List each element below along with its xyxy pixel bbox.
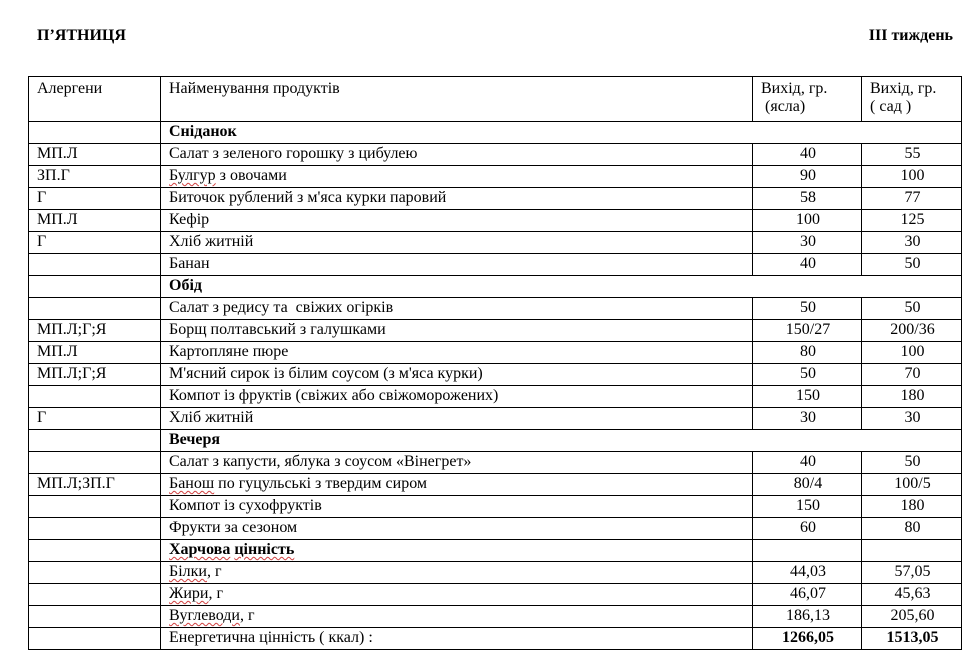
product-cell: Кефір: [161, 210, 753, 232]
product-cell: [161, 166, 753, 188]
header-yield-nursery-line1: Вихід, гр.: [761, 80, 828, 97]
product-cell: Салат з редису та свіжих огірків: [161, 298, 753, 320]
nursery-cell: 150: [753, 386, 862, 408]
nursery-cell: 150: [753, 496, 862, 518]
header-yield-kinder-line1: Вихід, гр.: [870, 80, 937, 97]
product-cell: Компот із фруктів (свіжих або свіжоморожених): [161, 386, 753, 408]
section-title-lunch: Обід: [161, 276, 962, 298]
energy-nursery: 1266,05: [753, 628, 862, 650]
product-cell: Хліб житній: [161, 408, 753, 430]
kinder-cell: 50: [862, 452, 962, 474]
nursery-cell: 46,07: [753, 584, 862, 606]
section-row-lunch: [29, 276, 962, 298]
table-row: [29, 232, 962, 254]
product-cell: [161, 474, 753, 496]
kinder-cell: 125: [862, 210, 962, 232]
nutrient-unit: , г: [206, 563, 222, 580]
table-row: [29, 386, 962, 408]
nursery-cell: 186,13: [753, 606, 862, 628]
section-row-nutrition: [29, 540, 962, 562]
kinder-cell: 57,05: [862, 562, 962, 584]
nutrient-unit: , г: [208, 585, 224, 602]
header-yield-kinder: [862, 77, 962, 122]
product-name-rest: з овочами: [215, 167, 287, 184]
nutrient-name: Білки: [169, 563, 207, 580]
section-row-dinner: [29, 430, 962, 452]
kinder-cell: 100/5: [862, 474, 962, 496]
nursery-cell: 60: [753, 518, 862, 540]
kinder-cell: 180: [862, 386, 962, 408]
table-header-row: [29, 77, 962, 122]
table-row: [29, 144, 962, 166]
table-row: [29, 210, 962, 232]
nursery-cell: 80: [753, 342, 862, 364]
table-row: [29, 320, 962, 342]
nutrient-name: Жири: [169, 585, 209, 602]
nursery-cell: 80/4: [753, 474, 862, 496]
section-title-nutrition: [161, 540, 753, 562]
product-cell: Борщ полтавський з галушками: [161, 320, 753, 342]
kinder-cell: 30: [862, 232, 962, 254]
table-row: [29, 298, 962, 320]
allergen-cell: МП.Л;Г;Я: [29, 320, 161, 342]
week-title: ІІІ тиждень: [868, 27, 953, 44]
kinder-cell: 205,60: [862, 606, 962, 628]
allergen-cell: [29, 452, 161, 474]
energy-row: [29, 628, 962, 650]
energy-kinder: 1513,05: [862, 628, 962, 650]
table-row: [29, 408, 962, 430]
table-row: [29, 342, 962, 364]
nursery-cell: 50: [753, 298, 862, 320]
energy-label: Енергетична цінність ( ккал) :: [161, 628, 753, 650]
kinder-cell: 200/36: [862, 320, 962, 342]
table-row: [29, 364, 962, 386]
table-row: [29, 474, 962, 496]
allergen-cell: МП.Л: [29, 342, 161, 364]
allergen-cell: ЗП.Г: [29, 166, 161, 188]
nursery-cell: 100: [753, 210, 862, 232]
kinder-cell: 77: [862, 188, 962, 210]
kinder-cell: 100: [862, 342, 962, 364]
nutrition-title-word2: цінність: [234, 541, 295, 558]
header-yield-nursery-line2: (ясла): [761, 98, 806, 115]
allergen-cell: МП.Л: [29, 210, 161, 232]
allergen-cell: МП.Л;ЗП.Г: [29, 474, 161, 496]
kinder-cell: 180: [862, 496, 962, 518]
table-row: [29, 254, 962, 276]
product-name-rest: по гуцульські з твердим сиром: [214, 475, 428, 492]
menu-table: [28, 76, 962, 650]
table-row: [29, 166, 962, 188]
product-cell: Банан: [161, 254, 753, 276]
table-row: [29, 518, 962, 540]
product-name-spellcheck: Булгур: [169, 167, 216, 184]
nutrition-title-word1: Харчова: [169, 541, 231, 558]
allergen-cell: [29, 298, 161, 320]
allergen-cell: Г: [29, 408, 161, 430]
allergen-cell: Г: [29, 232, 161, 254]
nutrient-name: Вуглеводи: [169, 607, 240, 624]
nutrient-cell: [161, 606, 753, 628]
section-title-dinner: Вечеря: [161, 430, 962, 452]
kinder-cell: 100: [862, 166, 962, 188]
table-row: [29, 584, 962, 606]
allergen-cell: Г: [29, 188, 161, 210]
table-row: [29, 606, 962, 628]
nursery-cell: 90: [753, 166, 862, 188]
nutrient-cell: [161, 562, 753, 584]
product-cell: Компот із сухофруктів: [161, 496, 753, 518]
table-row: [29, 452, 962, 474]
kinder-cell: 50: [862, 298, 962, 320]
header-allergens: Алергени: [29, 77, 161, 122]
nursery-cell: 150/27: [753, 320, 862, 342]
product-cell: Фрукти за сезоном: [161, 518, 753, 540]
nursery-cell: 50: [753, 364, 862, 386]
nursery-cell: 30: [753, 232, 862, 254]
section-title-breakfast: Сніданок: [161, 122, 962, 144]
table-row: [29, 496, 962, 518]
product-name-spellcheck: Банош: [169, 475, 215, 492]
allergen-cell: МП.Л;Г;Я: [29, 364, 161, 386]
nutrient-unit: , г: [239, 607, 255, 624]
table-row: [29, 188, 962, 210]
kinder-cell: 30: [862, 408, 962, 430]
header-product: Найменування продуктів: [161, 77, 753, 122]
nursery-cell: 58: [753, 188, 862, 210]
nursery-cell: 44,03: [753, 562, 862, 584]
allergen-cell: МП.Л: [29, 144, 161, 166]
kinder-cell: 70: [862, 364, 962, 386]
kinder-cell: 55: [862, 144, 962, 166]
nursery-cell: 30: [753, 408, 862, 430]
product-cell: Биточок рублений з м'яса курки паровий: [161, 188, 753, 210]
product-cell: М'ясний сирок із білим соусом (з м'яса курки): [161, 364, 753, 386]
nursery-cell: 40: [753, 452, 862, 474]
table-row: [29, 562, 962, 584]
product-cell: Хліб житній: [161, 232, 753, 254]
kinder-cell: 50: [862, 254, 962, 276]
header-yield-nursery: [753, 77, 862, 122]
allergen-cell: [29, 496, 161, 518]
allergen-cell: [29, 386, 161, 408]
allergen-cell: [29, 518, 161, 540]
product-cell: Салат з зеленого горошку з цибулею: [161, 144, 753, 166]
kinder-cell: 45,63: [862, 584, 962, 606]
nursery-cell: 40: [753, 254, 862, 276]
allergen-cell: [29, 254, 161, 276]
header-yield-kinder-line2: ( сад ): [870, 98, 912, 115]
nutrient-cell: [161, 584, 753, 606]
product-cell: Салат з капусти, яблука з соусом «Вінегрет»: [161, 452, 753, 474]
section-row-breakfast: [29, 122, 962, 144]
kinder-cell: 80: [862, 518, 962, 540]
day-title: П’ЯТНИЦЯ: [37, 27, 126, 44]
nursery-cell: 40: [753, 144, 862, 166]
product-cell: Картопляне пюре: [161, 342, 753, 364]
